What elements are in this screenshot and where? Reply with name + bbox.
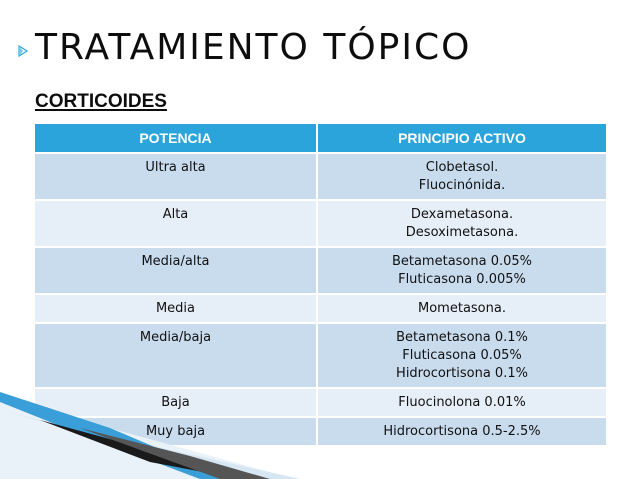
header-potencia: POTENCIA [35,124,317,153]
principio-line: Desoximetasona. [405,225,519,240]
cell-potencia: Muy baja [35,417,317,445]
decorative-swoosh [0,390,300,479]
table-header-row [35,124,606,153]
principio-line: Mometasona. [418,301,506,316]
cell-potencia: Media/alta [35,247,317,294]
table-row [35,323,606,388]
principio-line: Betametasona 0.1% [396,330,528,345]
principio-line: Hidrocortisona 0.1% [396,366,528,381]
cell-potencia: Ultra alta [35,153,317,200]
cell-principio-activo [317,323,606,388]
cell-potencia: Media [35,294,317,323]
slide-title: TRATAMIENTO TÓPICO [35,27,472,68]
principio-line: Clobetasol. [425,160,499,175]
principio-line: Fluticasona 0.05% [402,348,522,363]
principio-line: Betametasona 0.05% [391,254,533,269]
table-row [35,294,606,323]
principio-line: Dexametasona. [410,207,514,222]
cell-principio-activo [317,247,606,294]
table-row [35,247,606,294]
principio-line: Fluocinónida. [418,178,506,193]
section-subtitle: CORTICOIDES [35,91,167,112]
principio-line: Fluticasona 0.005% [398,272,526,287]
table-row [35,200,606,247]
cell-principio-activo [317,417,606,445]
cell-principio-activo [317,153,606,200]
cell-principio-activo [317,388,606,417]
header-principio-activo: PRINCIPIO ACTIVO [317,124,606,153]
title-bullet-icon [16,44,30,58]
cell-potencia: Alta [35,200,317,247]
principio-line: Hidrocortisona 0.5-2.5% [383,424,541,439]
cell-principio-activo [317,200,606,247]
cell-potencia: Media/baja [35,323,317,388]
cell-potencia: Baja [35,388,317,417]
cell-principio-activo [317,294,606,323]
principio-line: Fluocinolona 0.01% [398,395,526,410]
table-row [35,153,606,200]
